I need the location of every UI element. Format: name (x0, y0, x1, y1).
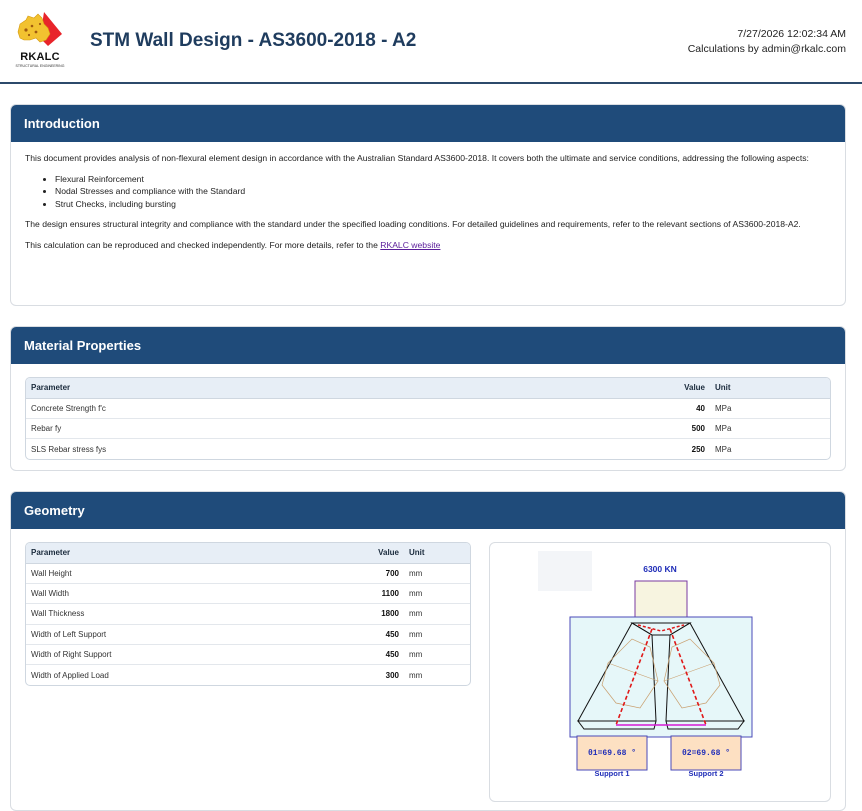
intro-paragraph-3 (25, 239, 831, 252)
page-header (0, 0, 862, 84)
table-row (26, 563, 470, 583)
table-row (26, 665, 470, 685)
parameter-cell: Concrete Strength f'c (31, 403, 106, 413)
intro-paragraph-2: The design ensures structural integrity and compliance with the standard under the specified loading conditions. For detailed guidelines and requirements, refer to the relevant sections of AS3600-2018-A2. (25, 219, 801, 229)
applied-load-block (635, 581, 687, 617)
introduction-body (11, 142, 845, 251)
column-header-unit: Unit (710, 378, 830, 398)
page-title: STM Wall Design - AS3600-2018 - A2 (90, 30, 417, 51)
introduction-heading: Introduction (11, 105, 845, 142)
australia-logo-icon (14, 10, 66, 54)
table-row (26, 439, 830, 459)
unit-cell: mm (404, 624, 470, 644)
unit-cell: MPa (710, 418, 830, 438)
table-row (26, 583, 470, 603)
left-angle-label: θ1=69.68 ° (587, 749, 637, 758)
parameter-cell: Wall Width (26, 583, 334, 603)
timestamp: 7/27/2026 12:02:34 AM (737, 28, 846, 40)
geometry-table (25, 542, 471, 686)
value-cell: 1100 (334, 583, 404, 603)
geometry-card (10, 491, 846, 811)
unit-cell: mm (404, 645, 470, 665)
stm-diagram (490, 543, 831, 802)
value-cell: 40 (696, 403, 705, 413)
intro-paragraph-3-text: This calculation can be reproduced and checked independently. For more details, refer to the (25, 239, 381, 250)
table-header-row (26, 543, 470, 563)
parameter-cell: Width of Applied Load (26, 665, 334, 685)
material-properties-card (10, 326, 846, 471)
intro-bullet-list (25, 173, 831, 211)
parameter-cell: Width of Left Support (26, 624, 334, 644)
unit-cell: mm (404, 665, 470, 685)
intro-paragraph-1: This document provides analysis of non-flexural element design in accordance with the Australian Standard AS3600-2018. It covers both the ultimate and service conditions, addressing the following aspects: (25, 153, 809, 163)
rkalc-logo (14, 10, 66, 70)
table-row (26, 604, 470, 624)
column-header-parameter: Parameter (26, 543, 334, 563)
column-header-parameter: Parameter (26, 378, 640, 398)
table-row (26, 418, 830, 438)
unit-cell: MPa (715, 403, 732, 413)
value-cell: 450 (334, 645, 404, 665)
list-item: • Flexural Reinforcement (55, 173, 831, 186)
parameter-cell: SLS Rebar stress fys (26, 439, 640, 459)
table-row (26, 645, 470, 665)
material-properties-heading: Material Properties (11, 327, 845, 364)
unit-cell: MPa (710, 439, 830, 459)
column-header-unit: Unit (404, 543, 470, 563)
header-meta (688, 27, 846, 57)
right-angle-label: θ2=69.68 ° (681, 749, 731, 758)
introduction-card (10, 104, 846, 306)
parameter-cell: Wall Height (31, 568, 72, 578)
left-support-label: Support 1 (594, 769, 630, 778)
unit-cell: mm (409, 568, 423, 578)
material-table (25, 377, 831, 460)
unit-cell: mm (404, 604, 470, 624)
calculations-by: Calculations by admin@rkalc.com (687, 43, 846, 55)
column-header-value: Value (640, 378, 710, 398)
value-cell: 1800 (334, 604, 404, 624)
list-item: • Nodal Stresses and compliance with the Standard (55, 185, 831, 198)
load-label: 6300 KN (643, 564, 677, 574)
parameter-cell: Rebar fy (26, 418, 640, 438)
value-cell: 700 (385, 568, 399, 578)
diagram-shadow (538, 551, 592, 591)
right-support-label: Support 2 (688, 769, 724, 778)
stm-diagram-panel (489, 542, 831, 802)
logo-subtext: STRUCTURAL ENGINEERING (15, 64, 65, 68)
value-cell: 450 (334, 624, 404, 644)
parameter-cell: Wall Thickness (26, 604, 334, 624)
table-row (26, 624, 470, 644)
table-row (26, 398, 830, 418)
value-cell: 300 (334, 665, 404, 685)
unit-cell: mm (404, 583, 470, 603)
value-cell: 250 (640, 439, 710, 459)
value-cell: 500 (640, 418, 710, 438)
geometry-heading: Geometry (11, 492, 845, 529)
logo-text: RKALC (20, 51, 60, 63)
column-header-value: Value (334, 543, 404, 563)
table-header-row (26, 378, 830, 398)
list-item: • Strut Checks, including bursting (55, 198, 831, 211)
parameter-cell: Width of Right Support (26, 645, 334, 665)
rkalc-website-link[interactable]: RKALC website (380, 239, 441, 250)
